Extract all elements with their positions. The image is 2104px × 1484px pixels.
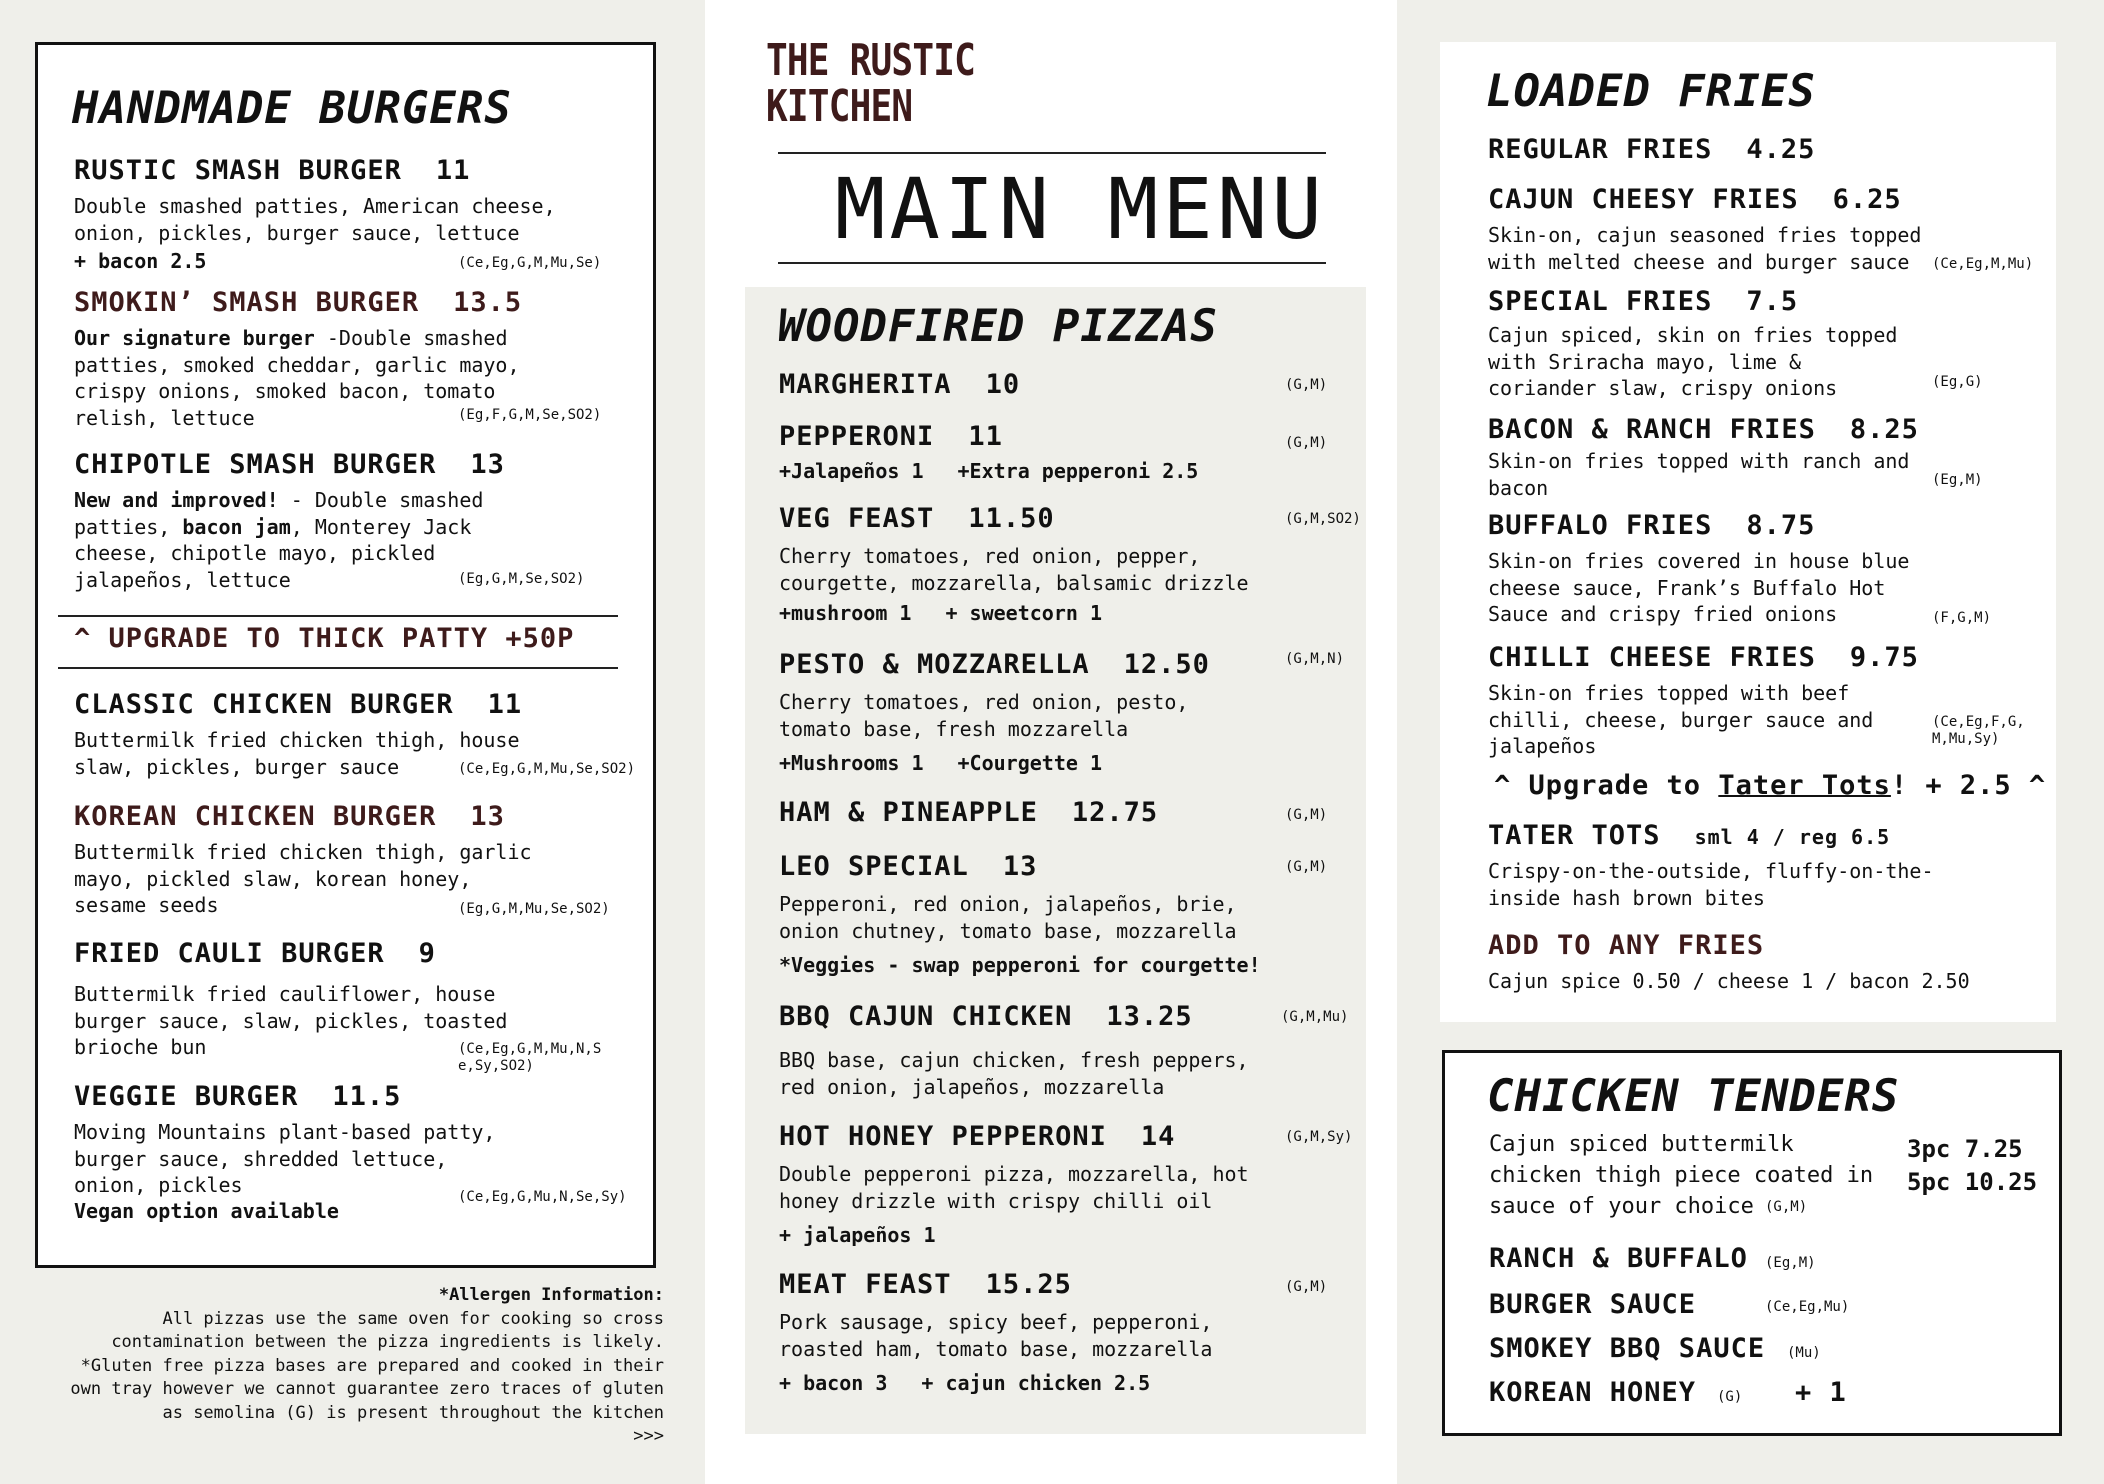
menu-item-description: Skin-on fries covered in house blue cheese sauce, Frank’s Buffalo Hot Sauce and crispy fried onions bbox=[1488, 549, 1910, 626]
menu-item-name: SMOKIN’ SMASH BURGER 13.5 bbox=[74, 287, 523, 318]
menu-item-name: FRIED CAULI BURGER 9 bbox=[74, 938, 436, 969]
menu-item-description: New and improved! - Double smashed patties, bacon jam, Monterey Jack cheese, chipotle mayo, pickled jalapeños, lettuce bbox=[74, 488, 484, 592]
allergen-codes: (Eg,M) bbox=[1932, 472, 1983, 488]
menu-item-name: PEPPERONI 11 bbox=[779, 421, 1003, 452]
allergen-heading: *Allergen Information: bbox=[438, 1285, 664, 1305]
menu-item-description: Cajun spiced, skin on fries topped with Sriracha mayo, lime & coriander slaw, crispy onions bbox=[1488, 323, 1898, 400]
allergen-information bbox=[70, 1284, 664, 1449]
menu-item-name: PESTO & MOZZARELLA 12.50 bbox=[779, 649, 1210, 680]
allergen-codes: (G,M,N) bbox=[1285, 651, 1345, 667]
allergen-codes: (G,M) bbox=[1285, 1279, 1328, 1295]
pizzas-section bbox=[745, 287, 1366, 1434]
menu-item-addons: +Mushrooms 1 +Courgette 1 bbox=[779, 751, 1102, 775]
allergen-codes: (G,M,Sy) bbox=[1285, 1129, 1353, 1145]
menu-item-description: Buttermilk fried chicken thigh, garlic mayo, pickled slaw, korean honey, sesame seeds bbox=[74, 840, 532, 917]
menu-item-description: Crispy-on-the-outside, fluffy-on-the- inside hash brown bites bbox=[1488, 859, 1934, 910]
menu-item-name: LEO SPECIAL 13 bbox=[779, 851, 1038, 882]
add-to-fries-options: Cajun spice 0.50 / cheese 1 / bacon 2.50 bbox=[1488, 969, 1970, 993]
menu-item-name: MARGHERITA 10 bbox=[779, 369, 1021, 400]
menu-item-addons: + bacon 3 + cajun chicken 2.5 bbox=[779, 1371, 1151, 1395]
divider bbox=[778, 152, 1326, 154]
allergen-codes: (Ce,Eg,G,Mu,N,Se,Sy) bbox=[458, 1189, 627, 1205]
burgers-section bbox=[35, 42, 656, 1268]
sauce-item: RANCH & BUFFALO bbox=[1489, 1243, 1748, 1274]
menu-item-description: Pork sausage, spicy beef, pepperoni, roasted ham, tomato base, mozzarella bbox=[779, 1310, 1213, 1361]
allergen-codes: (Mu) bbox=[1787, 1345, 1821, 1361]
tenders-section bbox=[1442, 1050, 2062, 1436]
menu-item-description: Skin-on fries topped with ranch and bacon bbox=[1488, 449, 1910, 500]
menu-item-extra: + bacon 2.5 bbox=[74, 249, 207, 273]
menu-item-description: Double smashed patties, American cheese, onion, pickles, burger sauce, lettuce bbox=[74, 194, 556, 245]
page-title: MAIN MENU bbox=[834, 160, 1326, 258]
sauce-item: BURGER SAUCE bbox=[1489, 1289, 1697, 1320]
allergen-codes: (G,M,Mu) bbox=[1281, 1009, 1349, 1025]
menu-item-name: REGULAR FRIES 4.25 bbox=[1488, 134, 1816, 165]
allergen-codes: (G,M,SO2) bbox=[1285, 511, 1361, 527]
tenders-description: Cajun spiced buttermilk chicken thigh piece coated in sauce of your choice bbox=[1489, 1132, 1874, 1219]
menu-item-name: BBQ CAJUN CHICKEN 13.25 bbox=[779, 1001, 1193, 1032]
menu-item-addons: + jalapeños 1 bbox=[779, 1223, 936, 1247]
menu-item-name: VEG FEAST 11.50 bbox=[779, 503, 1055, 534]
section-title-burgers: HANDMADE BURGERS bbox=[72, 83, 512, 134]
sauce-price: + 1 bbox=[1795, 1377, 1847, 1408]
menu-item-name: RUSTIC SMASH BURGER 11 bbox=[74, 155, 471, 186]
allergen-codes: (G) bbox=[1717, 1389, 1743, 1405]
menu-item-description: Cherry tomatoes, red onion, pesto, tomato base, fresh mozzarella bbox=[779, 690, 1189, 741]
allergen-codes: (G,M) bbox=[1765, 1199, 1808, 1215]
allergen-codes: (Ce,Eg,Mu) bbox=[1765, 1299, 1850, 1315]
section-title-tenders: CHICKEN TENDERS bbox=[1487, 1071, 1900, 1122]
menu-item-name: BUFFALO FRIES 8.75 bbox=[1488, 510, 1816, 541]
allergen-codes: (Eg,G) bbox=[1932, 374, 1983, 390]
allergen-codes: (G,M) bbox=[1285, 859, 1328, 875]
menu-item-extra: Vegan option available bbox=[74, 1199, 339, 1223]
logo: THE RUSTIC KITCHEN bbox=[766, 35, 976, 132]
allergen-codes: (Eg,F,G,M,Se,SO2) bbox=[458, 407, 602, 423]
allergen-codes: (Eg,M) bbox=[1765, 1255, 1816, 1271]
menu-item-name: CAJUN CHEESY FRIES 6.25 bbox=[1488, 184, 1902, 215]
allergen-codes: (G,M) bbox=[1285, 435, 1328, 451]
allergen-body: All pizzas use the same oven for cooking so cross contamination between the pizza ingredients is likely. *Gluten free pizza bases are prepared and cooked in their own tray however we cannot guarantee zero traces of gluten as semolina (G) is present throughout the kitchen >>> bbox=[70, 1308, 664, 1446]
menu-item-description: Our signature burger -Double smashed patties, smoked cheddar, garlic mayo, crispy onions, smoked bacon, tomato relish, lettuce bbox=[74, 326, 520, 430]
allergen-codes: (Ce,Eg,G,M,Mu,Se) bbox=[458, 255, 602, 271]
menu-item-name: TATER TOTS sml 4 / reg 6.5 bbox=[1488, 820, 1891, 851]
add-to-fries-title: ADD TO ANY FRIES bbox=[1488, 930, 1765, 961]
tater-tots-upgrade: ^ Upgrade to Tater Tots! + 2.5 ^ bbox=[1494, 770, 2047, 801]
section-title-pizzas: WOODFIRED PIZZAS bbox=[778, 301, 1218, 352]
menu-item-name: CHILLI CHEESE FRIES 9.75 bbox=[1488, 642, 1919, 673]
sauce-item: SMOKEY BBQ SAUCE bbox=[1489, 1333, 1766, 1364]
sauce-item: KOREAN HONEY bbox=[1489, 1377, 1697, 1408]
menu-item-description: Skin-on fries topped with beef chilli, cheese, burger sauce and jalapeños bbox=[1488, 681, 1874, 758]
section-title-fries: LOADED FRIES bbox=[1486, 66, 1816, 117]
menu-item-description: Buttermilk fried chicken thigh, house slaw, pickles, burger sauce bbox=[74, 728, 520, 779]
allergen-codes: (Ce,Eg,G,M,Mu,N,S e,Sy,SO2) bbox=[458, 1041, 602, 1074]
menu-item-name: CHIPOTLE SMASH BURGER 13 bbox=[74, 449, 505, 480]
menu-item-addons: +mushroom 1 + sweetcorn 1 bbox=[779, 601, 1102, 625]
menu-item-description: BBQ base, cajun chicken, fresh peppers, red onion, jalapeños, mozzarella bbox=[779, 1048, 1249, 1099]
menu-item-description: Cherry tomatoes, red onion, pepper, courgette, mozzarella, balsamic drizzle bbox=[779, 544, 1249, 595]
menu-item-description: Double pepperoni pizza, mozzarella, hot honey drizzle with crispy chilli oil bbox=[779, 1162, 1249, 1213]
menu-item-addons: +Jalapeños 1 +Extra pepperoni 2.5 bbox=[779, 459, 1199, 483]
allergen-codes: (Eg,G,M,Mu,Se,SO2) bbox=[458, 901, 610, 917]
allergen-codes: (Ce,Eg,M,Mu) bbox=[1932, 256, 2034, 272]
divider bbox=[778, 262, 1326, 264]
menu-item-description: Moving Mountains plant-based patty, burger sauce, shredded lettuce, onion, pickles bbox=[74, 1120, 496, 1197]
menu-item-name: HOT HONEY PEPPERONI 14 bbox=[779, 1121, 1176, 1152]
menu-item-name: BACON & RANCH FRIES 8.25 bbox=[1488, 414, 1919, 445]
divider bbox=[58, 667, 618, 669]
menu-item-name: KOREAN CHICKEN BURGER 13 bbox=[74, 801, 505, 832]
allergen-codes: (Ce,Eg,F,G, M,Mu,Sy) bbox=[1932, 714, 2025, 747]
menu-item-name: SPECIAL FRIES 7.5 bbox=[1488, 286, 1799, 317]
menu-item-description: Pepperoni, red onion, jalapeños, brie, onion chutney, tomato base, mozzarella bbox=[779, 892, 1237, 943]
allergen-codes: (G,M) bbox=[1285, 807, 1328, 823]
menu-item-name: VEGGIE BURGER 11.5 bbox=[74, 1081, 402, 1112]
tenders-prices: 3pc 7.25 5pc 10.25 bbox=[1907, 1135, 2038, 1196]
allergen-codes: (G,M) bbox=[1285, 377, 1328, 393]
menu-item-name: MEAT FEAST 15.25 bbox=[779, 1269, 1072, 1300]
menu-item-addons: *Veggies - swap pepperoni for courgette! bbox=[779, 953, 1261, 977]
divider bbox=[58, 615, 618, 617]
menu-item-description: Buttermilk fried cauliflower, house burger sauce, slaw, pickles, toasted brioche bun bbox=[74, 982, 508, 1059]
upgrade-thick-patty: ^ UPGRADE TO THICK PATTY +50P bbox=[74, 623, 575, 654]
menu-item-name: CLASSIC CHICKEN BURGER 11 bbox=[74, 689, 523, 720]
allergen-codes: (F,G,M) bbox=[1932, 610, 1992, 626]
menu-item-description: Skin-on, cajun seasoned fries topped with melted cheese and burger sauce bbox=[1488, 223, 1922, 274]
fries-section bbox=[1440, 42, 2056, 1022]
allergen-codes: (Ce,Eg,G,M,Mu,Se,SO2) bbox=[458, 761, 636, 777]
menu-item-name: HAM & PINEAPPLE 12.75 bbox=[779, 797, 1159, 828]
allergen-codes: (Eg,G,M,Se,SO2) bbox=[458, 571, 585, 587]
